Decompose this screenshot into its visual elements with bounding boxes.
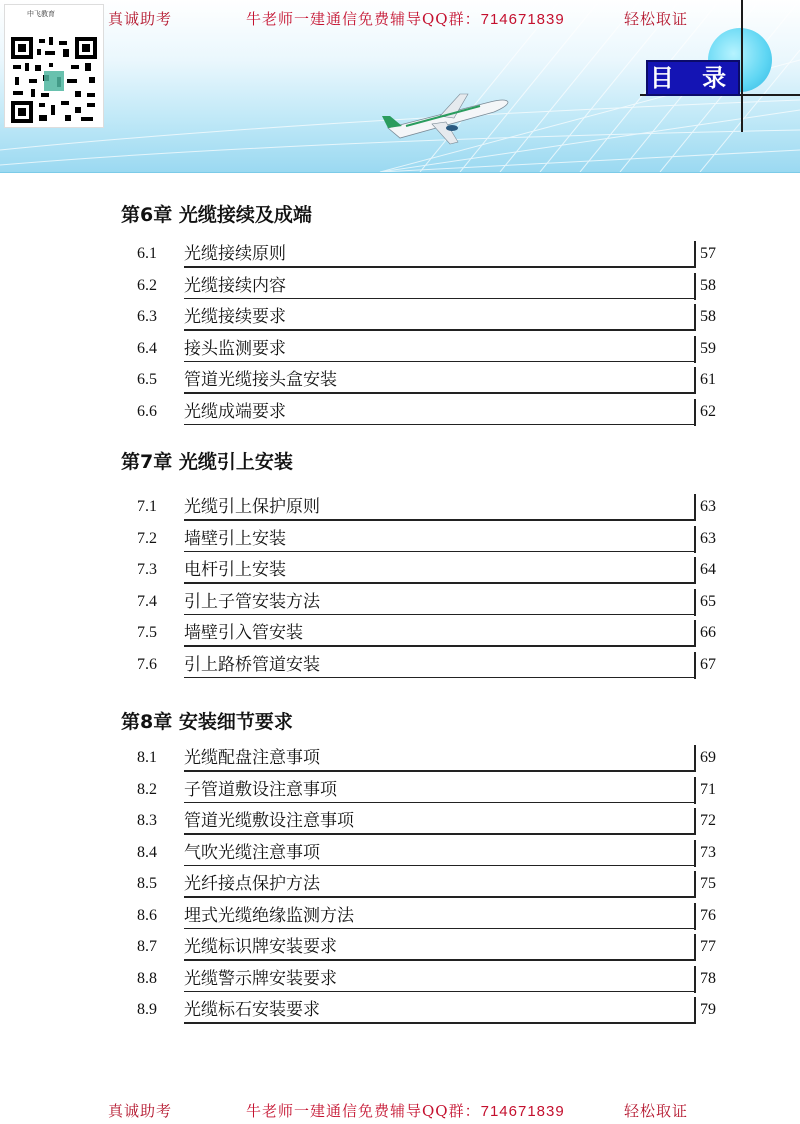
toc-title: 目 录: [646, 60, 740, 96]
section-number: 6.2: [137, 276, 157, 294]
toc-entry[interactable]: [0, 997, 800, 1023]
page-separator: [694, 526, 696, 553]
section-number: 8.5: [137, 875, 157, 892]
section-number: 6.1: [137, 245, 157, 262]
airplane-icon: [380, 88, 520, 148]
section-number: 7.3: [137, 561, 157, 578]
section-title: 子管道敷设注意事项: [184, 779, 337, 800]
section-underline: [184, 959, 695, 961]
section-title: 管道光缆接头盒安装: [184, 370, 337, 390]
page-separator: [694, 273, 696, 300]
page-number: 76: [700, 906, 716, 924]
section-title: 光缆成端要求: [184, 401, 286, 422]
section-title: 电杆引上安装: [184, 560, 286, 580]
page-number: 58: [700, 308, 716, 325]
header-qq-number: 714671839: [480, 11, 565, 28]
section-underline: [184, 833, 695, 835]
section-title: 气吹光缆注意事项: [184, 842, 320, 863]
page-number: 57: [700, 245, 716, 262]
page-separator: [694, 745, 696, 772]
toc-entry[interactable]: [0, 903, 800, 929]
header-slogan-left: 真诚助考: [108, 10, 173, 28]
page-separator: [694, 494, 696, 521]
section-underline: [184, 551, 695, 553]
footer-qq-number: 714671839: [480, 1103, 565, 1120]
page-number: 73: [700, 843, 716, 861]
page-number: 67: [700, 655, 716, 673]
section-underline: [184, 991, 695, 993]
page-separator: [694, 336, 696, 363]
qr-code-icon: [9, 35, 99, 125]
section-underline: [184, 392, 695, 394]
section-number: 7.2: [137, 529, 157, 547]
toc-entry[interactable]: [0, 304, 800, 330]
chapter-heading: 第6章 光缆接续及成端: [121, 204, 312, 226]
page-separator: [694, 589, 696, 616]
qr-code: [4, 4, 104, 128]
page-separator: [694, 620, 696, 647]
section-title: 墙壁引上安装: [184, 528, 286, 549]
section-underline: [184, 266, 695, 268]
section-number: 7.6: [137, 655, 157, 673]
toc-entry[interactable]: [0, 745, 800, 771]
page-number: 61: [700, 371, 716, 388]
section-number: 8.7: [137, 938, 157, 955]
section-number: 6.4: [137, 339, 157, 357]
section-underline: [184, 361, 695, 363]
page-separator: [694, 903, 696, 930]
footer-slogan-left: 真诚助考: [108, 1102, 173, 1120]
page-number: 71: [700, 780, 716, 798]
page-number: 64: [700, 561, 716, 578]
page-number: 63: [700, 529, 716, 547]
page-number: 62: [700, 402, 716, 420]
page-number: 78: [700, 969, 716, 987]
section-underline: [184, 582, 695, 584]
page-number: 79: [700, 1001, 716, 1018]
section-number: 8.8: [137, 969, 157, 987]
page-separator: [694, 808, 696, 835]
section-number: 8.1: [137, 749, 157, 766]
page-number: 63: [700, 498, 716, 515]
section-title: 墙壁引入管安装: [184, 623, 303, 643]
page-number: 72: [700, 812, 716, 829]
toc-entry[interactable]: [0, 777, 800, 803]
page-separator: [694, 557, 696, 584]
section-title: 光缆警示牌安装要求: [184, 968, 337, 989]
page-separator: [694, 777, 696, 804]
toc-entry[interactable]: [0, 526, 800, 552]
section-number: 8.6: [137, 906, 157, 924]
section-underline: [184, 770, 695, 772]
page-separator: [694, 241, 696, 268]
section-underline: [184, 677, 695, 679]
section-number: 6.6: [137, 402, 157, 420]
toc-entry[interactable]: [0, 557, 800, 583]
toc-entry[interactable]: [0, 399, 800, 425]
section-underline: [184, 519, 695, 521]
section-underline: [184, 329, 695, 331]
page-number: 65: [700, 592, 716, 610]
page-number: 59: [700, 339, 716, 357]
page-separator: [694, 304, 696, 331]
section-title: 光缆接续原则: [184, 244, 286, 264]
toc-entry[interactable]: [0, 652, 800, 678]
section-number: 8.2: [137, 780, 157, 798]
page-number: 69: [700, 749, 716, 766]
page-separator: [694, 652, 696, 679]
footer-promo-text: 牛老师一建通信免费辅导QQ群：: [246, 1102, 481, 1120]
page-separator: [694, 871, 696, 898]
section-number: 8.4: [137, 843, 157, 861]
page-separator: [694, 840, 696, 867]
section-title: 光缆接续要求: [184, 307, 286, 327]
section-title: 光缆标识牌安装要求: [184, 937, 337, 957]
section-underline: [184, 298, 695, 300]
toc-entry[interactable]: [0, 336, 800, 362]
chapter-heading: 第8章 安装细节要求: [121, 711, 293, 733]
toc-entry[interactable]: [0, 589, 800, 615]
section-number: 6.3: [137, 308, 157, 325]
section-number: 8.3: [137, 812, 157, 829]
page-number: 66: [700, 624, 716, 641]
section-underline: [184, 802, 695, 804]
page-separator: [694, 997, 696, 1024]
section-title: 光缆接续内容: [184, 275, 286, 296]
section-title: 接头监测要求: [184, 338, 286, 359]
section-title: 引上路桥管道安装: [184, 654, 320, 675]
page-separator: [694, 934, 696, 961]
toc-entry[interactable]: [0, 367, 800, 393]
qr-caption: 中飞教育: [27, 10, 55, 18]
section-title: 光缆引上保护原则: [184, 497, 320, 517]
toc-entry[interactable]: [0, 620, 800, 646]
section-title: 光纤接点保护方法: [184, 874, 320, 894]
toc-entry[interactable]: [0, 934, 800, 960]
section-underline: [184, 865, 695, 867]
page-separator: [694, 966, 696, 993]
section-title: 光缆标石安装要求: [184, 1000, 320, 1020]
section-number: 7.5: [137, 624, 157, 641]
section-title: 光缆配盘注意事项: [184, 748, 320, 768]
decorative-vertical-line: [741, 0, 743, 132]
footer-promo: [246, 1100, 565, 1121]
page-number: 58: [700, 276, 716, 294]
chapter-heading: 第7章 光缆引上安装: [121, 451, 293, 473]
section-number: 7.1: [137, 498, 157, 515]
section-number: 8.9: [137, 1001, 157, 1018]
toc-entry[interactable]: [0, 966, 800, 992]
section-underline: [184, 896, 695, 898]
section-underline: [184, 424, 695, 426]
section-underline: [184, 614, 695, 616]
page-number: 75: [700, 875, 716, 892]
page-separator: [694, 399, 696, 426]
toc-entry[interactable]: [0, 808, 800, 834]
section-number: 6.5: [137, 371, 157, 388]
footer: [0, 1094, 800, 1124]
toc-entry[interactable]: [0, 494, 800, 520]
section-underline: [184, 928, 695, 930]
page-number: 77: [700, 938, 716, 955]
header-promo-text: 牛老师一建通信免费辅导QQ群：: [246, 10, 481, 28]
toc-entry[interactable]: [0, 273, 800, 299]
section-title: 管道光缆敷设注意事项: [184, 811, 354, 831]
section-title: 引上子管安装方法: [184, 591, 320, 612]
section-underline: [184, 1022, 695, 1024]
page-separator: [694, 367, 696, 394]
header-slogan-right: 轻松取证: [624, 10, 689, 28]
toc-entry[interactable]: [0, 871, 800, 897]
header-promo: [246, 8, 565, 29]
footer-slogan-right: 轻松取证: [624, 1102, 689, 1120]
section-title: 埋式光缆绝缘监测方法: [184, 905, 354, 926]
section-number: 7.4: [137, 592, 157, 610]
toc-entry[interactable]: [0, 241, 800, 267]
section-underline: [184, 645, 695, 647]
header-banner: [0, 0, 800, 173]
toc-entry[interactable]: [0, 840, 800, 866]
